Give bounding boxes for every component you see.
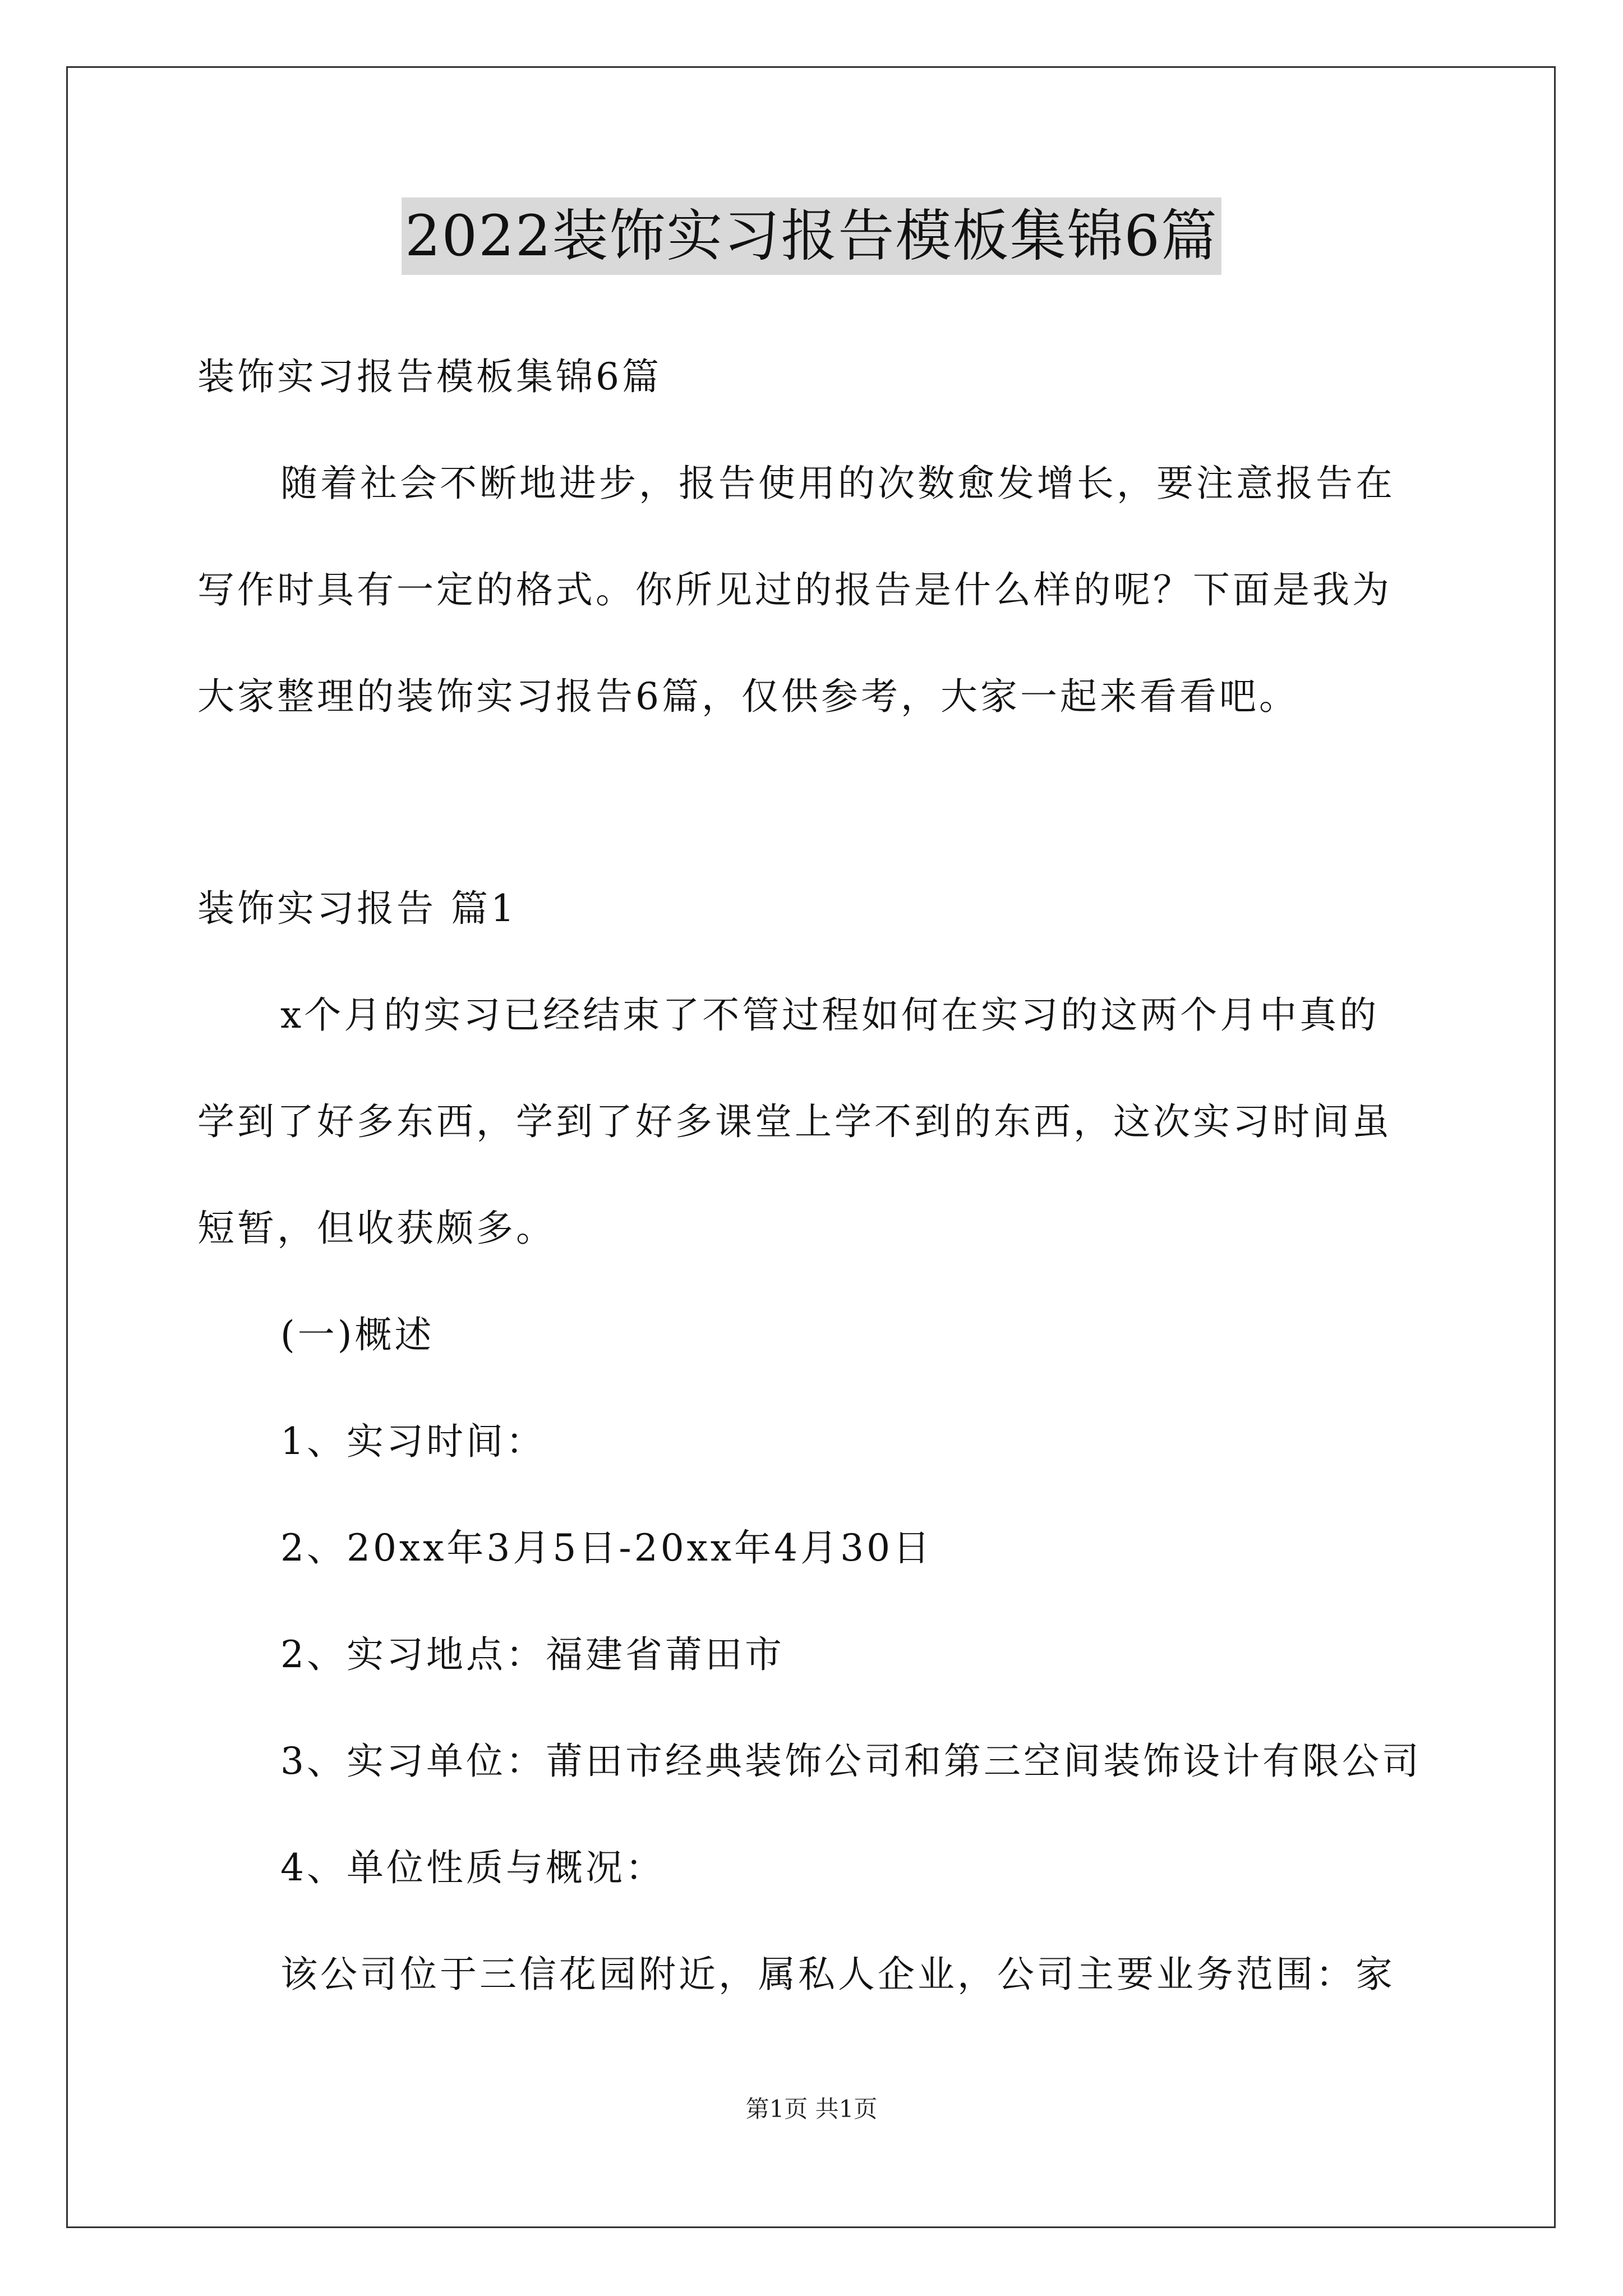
document-title: 2022装饰实习报告模板集锦6篇 — [402, 197, 1221, 275]
list-item: 4、单位性质与概况： — [280, 1846, 665, 1889]
intro-line-3: 大家整理的装饰实习报告6篇，仅供参考，大家一起来看看吧。 — [197, 675, 1299, 718]
paragraph-line-2: 学到了好多东西，学到了好多课堂上学不到的东西，这次实习时间虽 — [197, 1100, 1392, 1143]
intro-line-1: 随着社会不断地进步，报告使用的次数愈发增长，要注意报告在 — [280, 462, 1395, 505]
list-item: 2、20xx年3月5日-20xx年4月30日 — [280, 1526, 933, 1570]
section-heading: 装饰实习报告 篇1 — [197, 887, 517, 930]
intro-line-2: 写作时具有一定的格式。你所见过的报告是什么样的呢？下面是我为 — [197, 568, 1392, 611]
paragraph-line-3: 短暂，但收获颇多。 — [197, 1207, 556, 1250]
list-item: 3、实习单位：莆田市经典装饰公司和第三空间装饰设计有限公司 — [280, 1740, 1422, 1783]
document-subtitle: 装饰实习报告模板集锦6篇 — [197, 355, 662, 398]
list-item: 1、实习时间： — [280, 1420, 546, 1463]
page-footer: 第1页 共1页 — [745, 2095, 878, 2123]
list-item: 2、实习地点：福建省莆田市 — [280, 1633, 785, 1676]
paragraph-line-last: 该公司位于三信花园附近，属私人企业，公司主要业务范围：家 — [280, 1953, 1395, 1996]
paragraph-line-1: x个月的实习已经结束了不管过程如何在实习的这两个月中真的 — [280, 993, 1380, 1037]
overview-heading: (一)概述 — [280, 1313, 435, 1356]
title-container — [0, 197, 1623, 275]
